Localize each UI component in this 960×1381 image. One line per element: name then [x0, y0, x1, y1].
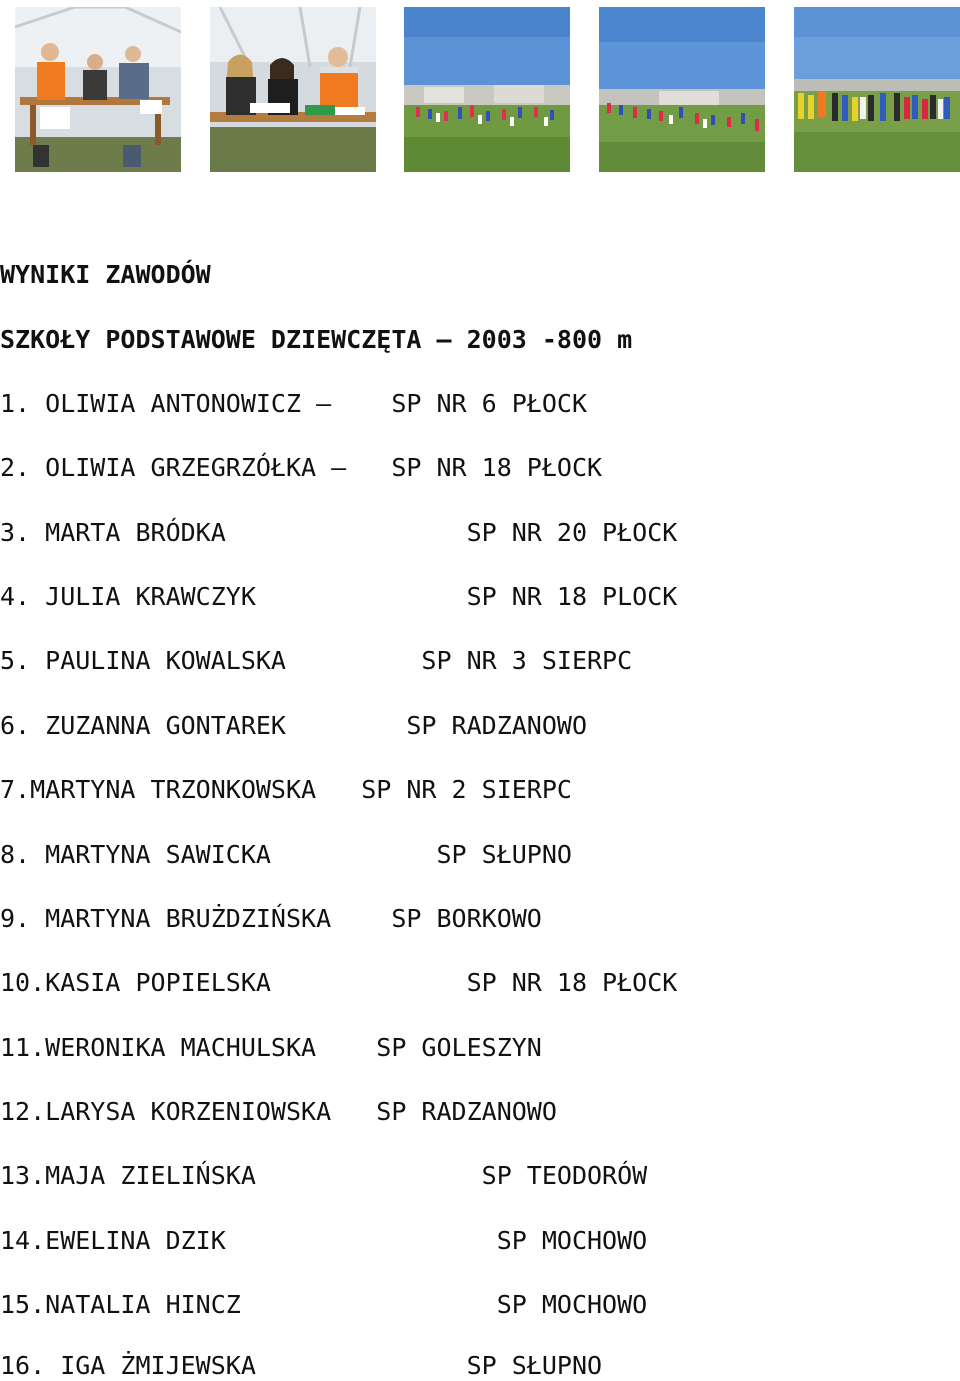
result-line: 14.EWELINA DZIK SP MOCHOWO — [0, 1226, 648, 1255]
result-line: 10.KASIA POPIELSKA SP NR 18 PŁOCK — [0, 968, 678, 997]
result-line: 1. OLIWIA ANTONOWICZ – SP NR 6 PŁOCK — [0, 389, 587, 418]
document-title: WYNIKI ZAWODÓW — [0, 260, 211, 289]
registration-table-photo — [210, 7, 376, 172]
result-line: 3. MARTA BRÓDKA SP NR 20 PŁOCK — [0, 518, 678, 547]
result-line: 13.MAJA ZIELIŃSKA SP TEODORÓW — [0, 1161, 648, 1190]
result-line: 9. MARTYNA BRUŻDZIŃSKA SP BORKOWO — [0, 904, 542, 933]
document-subtitle: SZKOŁY PODSTAWOWE DZIEWCZĘTA – 2003 -800 m — [0, 325, 633, 354]
result-line: 11.WERONIKA MACHULSKA SP GOLESZYN — [0, 1033, 542, 1062]
result-line: 15.NATALIA HINCZ SP MOCHOWO — [0, 1290, 648, 1319]
result-line: 6. ZUZANNA GONTAREK SP RADZANOWO — [0, 711, 587, 740]
crowd-field-photo — [794, 7, 960, 172]
judges-table-photo — [15, 7, 181, 172]
race-start-photo — [404, 7, 570, 172]
result-line: 7.MARTYNA TRZONKOWSKA SP NR 2 SIERPC — [0, 775, 572, 804]
result-line: 4. JULIA KRAWCZYK SP NR 18 PLOCK — [0, 582, 678, 611]
runners-field-photo — [599, 7, 765, 172]
result-line: 16. IGA ŻMIJEWSKA SP SŁUPNO — [0, 1351, 603, 1380]
result-line: 8. MARTYNA SAWICKA SP SŁUPNO — [0, 840, 572, 869]
result-line: 5. PAULINA KOWALSKA SP NR 3 SIERPC — [0, 646, 633, 675]
photo-strip — [15, 7, 960, 172]
result-line: 12.LARYSA KORZENIOWSKA SP RADZANOWO — [0, 1097, 557, 1126]
result-line: 2. OLIWIA GRZEGRZÓŁKA – SP NR 18 PŁOCK — [0, 453, 603, 482]
